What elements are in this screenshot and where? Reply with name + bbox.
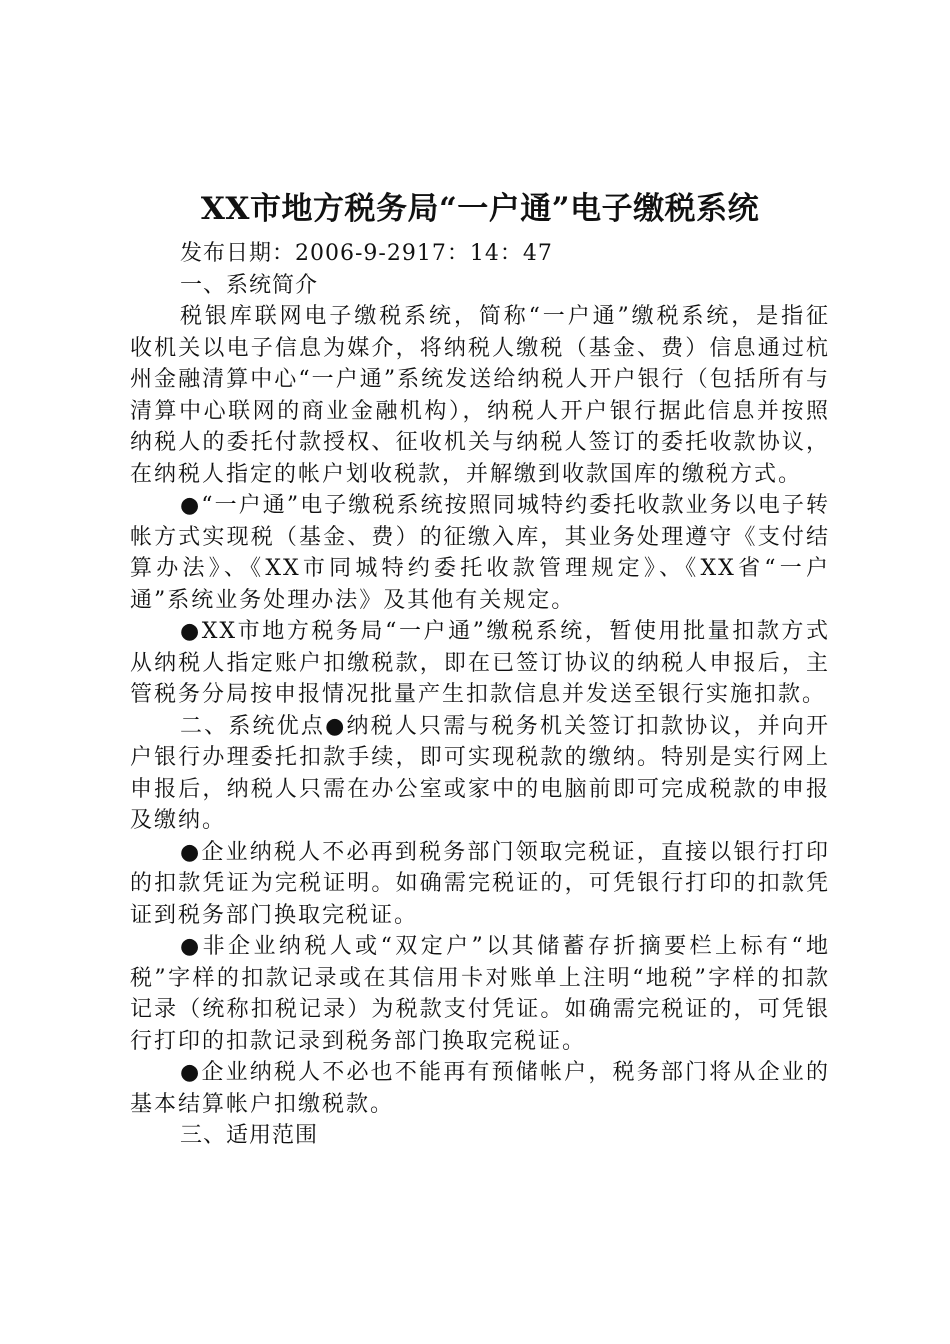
section-heading-scope: 三、适用范围	[180, 1123, 319, 1148]
document-page	[130, 186, 830, 1152]
paragraph: 二、系统优点●纳税人只需与税务机关签订扣款协议，并向开户银行办理委托扣款手续，即可实现税款的缴纳。特别是实行网上申报后，纳税人只需在办公室或家中的电脑前即可完成税款的申报及缴纳。	[130, 713, 830, 833]
paragraph: ●企业纳税人不必再到税务部门领取完税证，直接以银行打印的扣款凭证为完税证明。如确需完税证的，可凭银行打印的扣款凭证到税务部门换取完税证。	[130, 839, 830, 928]
document-title: XX市地方税务局“一户通”电子缴税系统	[200, 191, 760, 227]
paragraph: ●非企业纳税人或“双定户”以其储蓄存折摘要栏上标有“地税”字样的扣款记录或在其信用卡对账单上注明“地税”字样的扣款记录（统称扣税记录）为税款支付凭证。如确需完税证的，可凭银行打印的扣款记录到税务部门换取完税证。	[130, 934, 830, 1054]
paragraph: ●XX市地方税务局“一户通”缴税系统，暂使用批量扣款方式从纳税人指定账户扣缴税款，即在已签订协议的纳税人申报后，主管税务分局按申报情况批量产生扣款信息并发送至银行实施扣款。	[130, 619, 830, 707]
publish-date: 发布日期：2006-9-2917：14：47	[180, 241, 553, 266]
section-heading-intro: 一、系统简介	[180, 272, 319, 298]
paragraph: 税银库联网电子缴税系统，简称“一户通”缴税系统，是指征收机关以电子信息为媒介，将纳税人缴税（基金、费）信息通过杭州金融清算中心“一户通”系统发送给纳税人开户银行（包括所有与清算中心联网的商业金融机构），纳税人开户银行据此信息并按照纳税人的委托付款授权、征收机关与纳税人签订的委托收款协议，在纳税人指定的帐户划收税款，并解缴到收款国库的缴税方式。	[130, 304, 830, 487]
paragraph: ●“一户通”电子缴税系统按照同城特约委托收款业务以电子转帐方式实现税（基金、费）的征缴入库，其业务处理遵守《支付结算办法》、《XX市同城特约委托收款管理规定》、《XX省“一户通”系统业务处理办法》及其他有关规定。	[130, 493, 830, 613]
paragraph: ●企业纳税人不必也不能再有预储帐户，税务部门将从企业的基本结算帐户扣缴税款。	[130, 1060, 830, 1117]
